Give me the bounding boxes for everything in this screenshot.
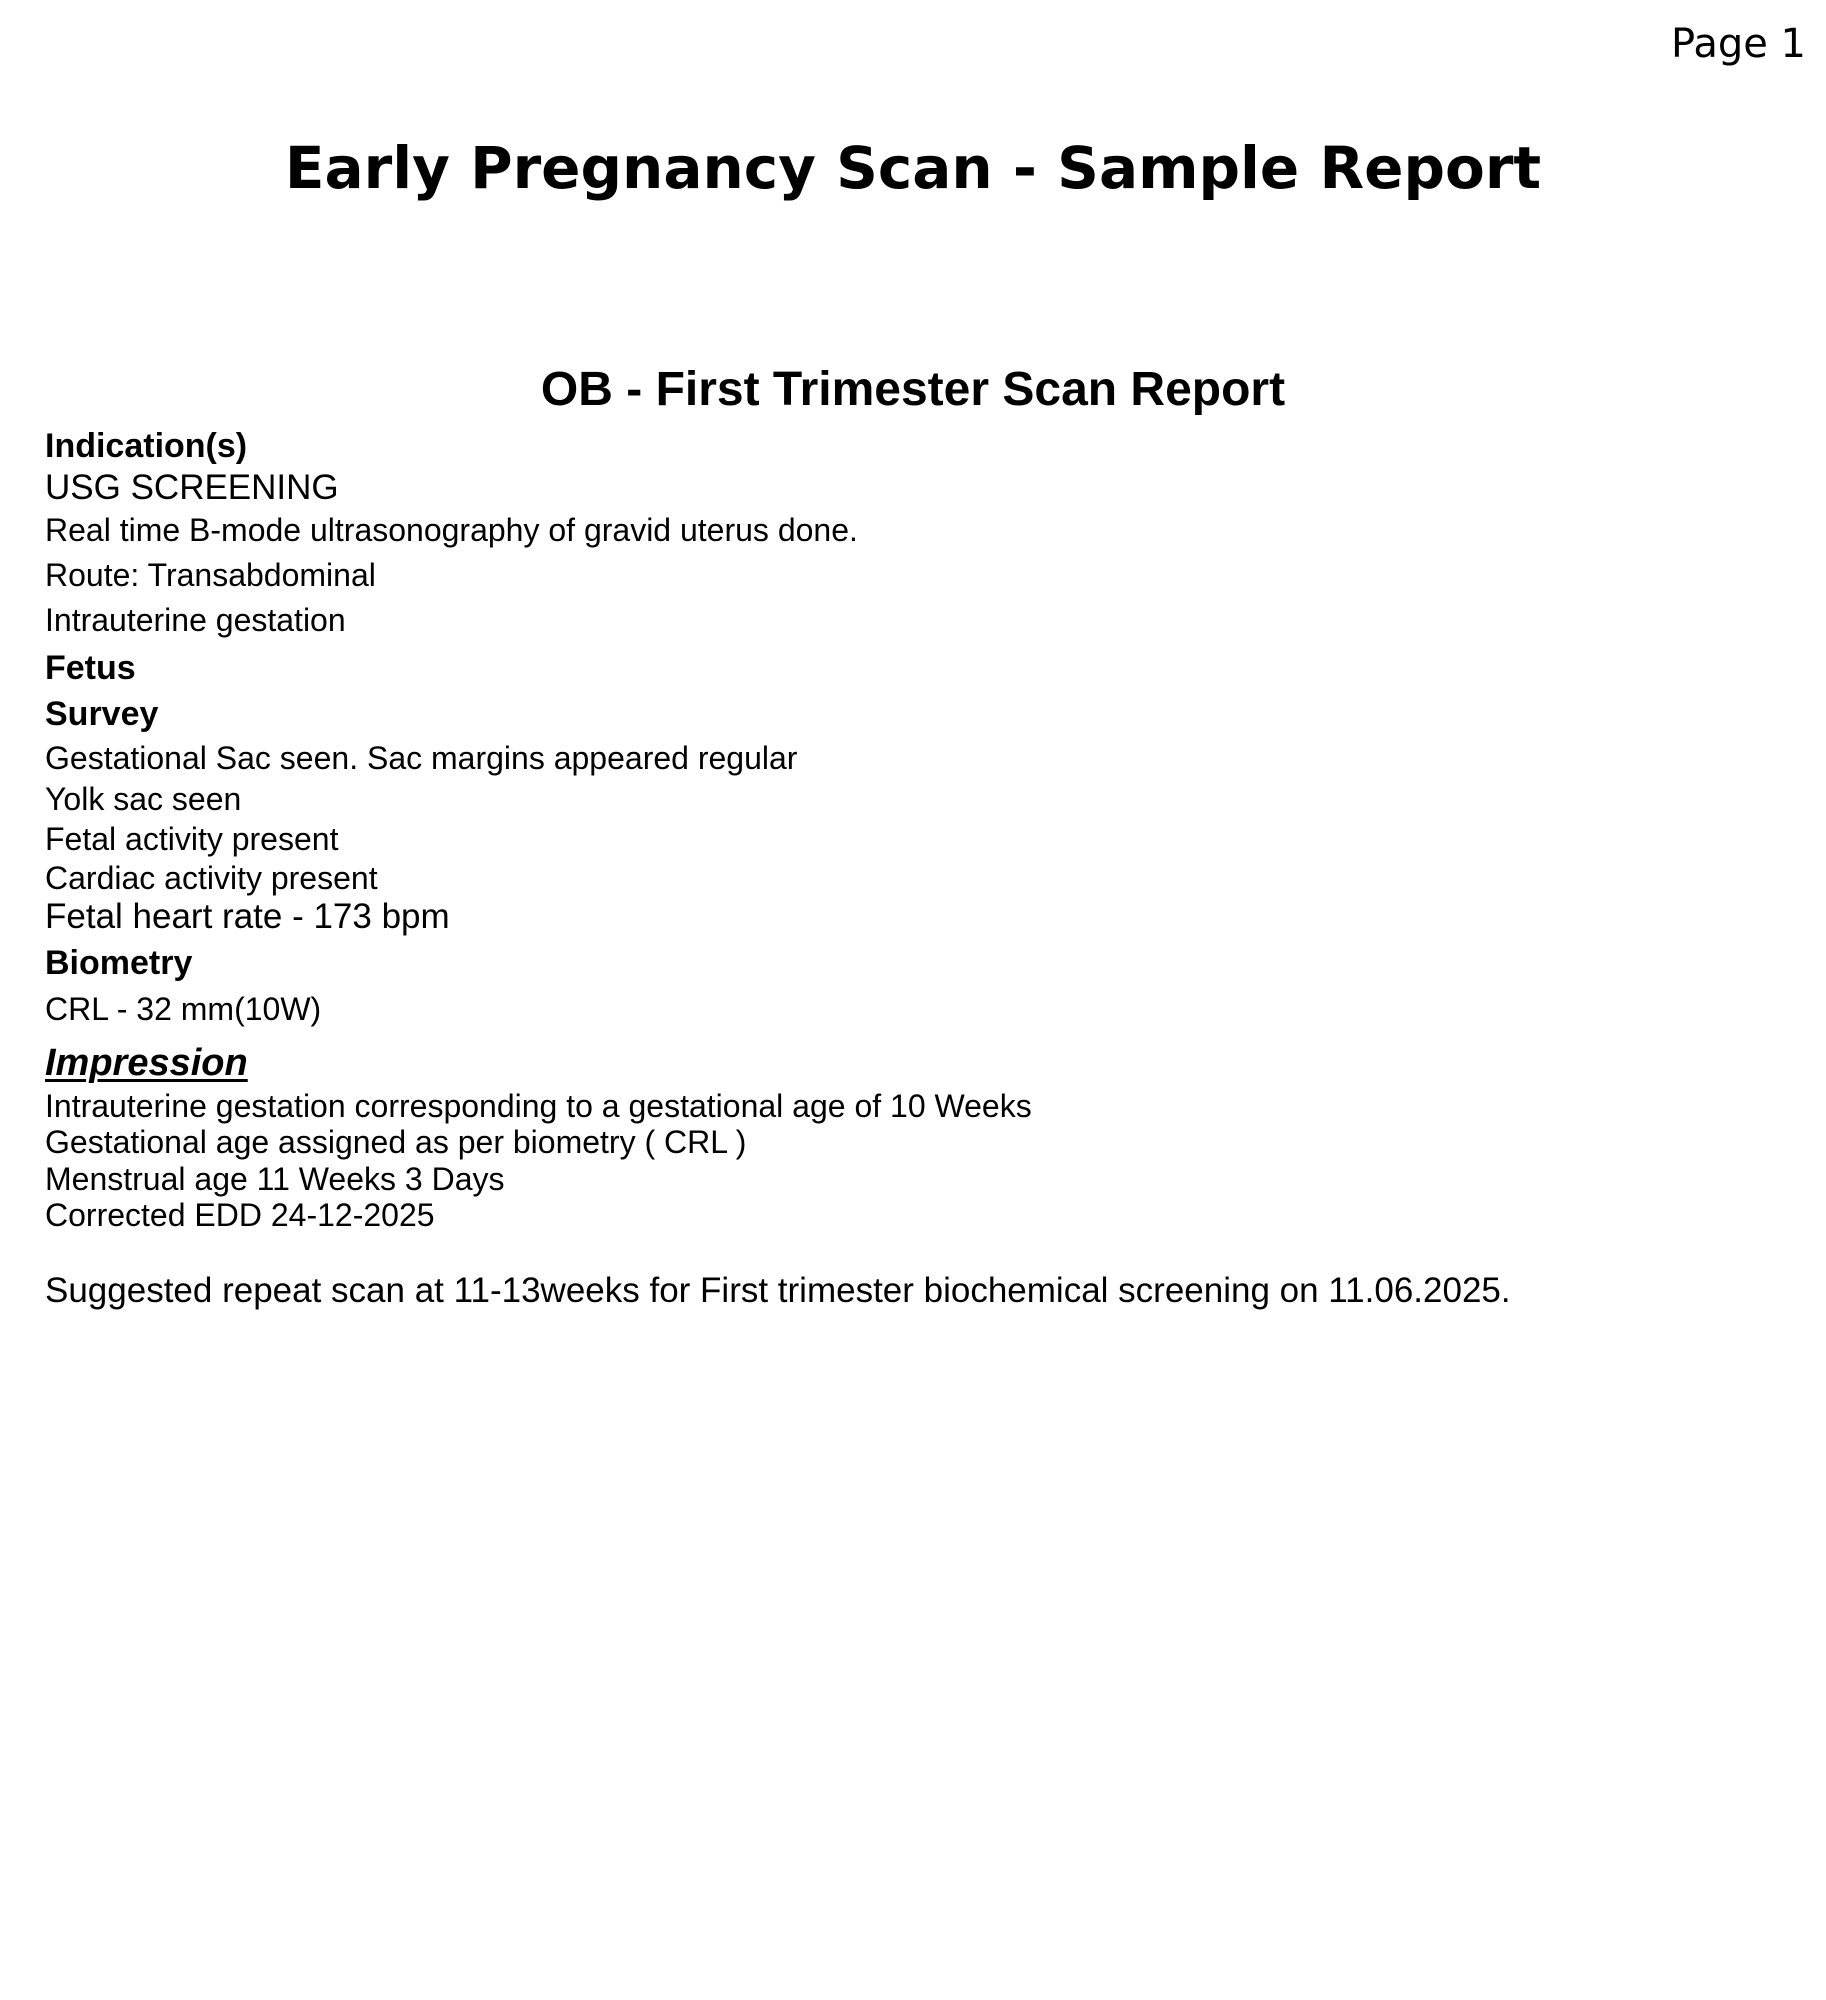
impression-line: Menstrual age 11 Weeks 3 Days (45, 1161, 505, 1197)
impression-heading: Impression (45, 1042, 248, 1084)
survey-item: Fetal activity present (45, 821, 339, 857)
survey-heading: Survey (45, 695, 159, 733)
indication-text: USG SCREENING (45, 468, 339, 507)
technique-text: Real time B-mode ultrasonography of gravid uterus done. (45, 512, 858, 548)
survey-item: Yolk sac seen (45, 781, 242, 817)
survey-item: Gestational Sac seen. Sac margins appeared regular (45, 740, 798, 776)
report-title: OB - First Trimester Scan Report (540, 363, 1286, 416)
indication-heading: Indication(s) (45, 427, 248, 465)
survey-item: Cardiac activity present (45, 860, 378, 896)
impression-line: Intrauterine gestation corresponding to a gestational age of 10 Weeks (45, 1088, 1032, 1124)
document-title: Early Pregnancy Scan - Sample Report (284, 134, 1542, 202)
fetal-heart-rate: Fetal heart rate - 173 bpm (45, 897, 450, 936)
biometry-heading: Biometry (45, 944, 193, 982)
impression-line: Gestational age assigned as per biometry ( CRL ) (45, 1124, 747, 1160)
biometry-text: CRL - 32 mm(10W) (45, 991, 322, 1027)
gestation-text: Intrauterine gestation (45, 602, 346, 638)
page-number: Page 1 (1671, 21, 1806, 67)
fetus-heading: Fetus (45, 649, 136, 687)
edd-line: Corrected EDD 24-12-2025 (45, 1197, 435, 1233)
suggestion-text: Suggested repeat scan at 11-13weeks for First trimester biochemical screening on 11.06.2025. (45, 1271, 1511, 1310)
route-text: Route: Transabdominal (45, 557, 376, 593)
